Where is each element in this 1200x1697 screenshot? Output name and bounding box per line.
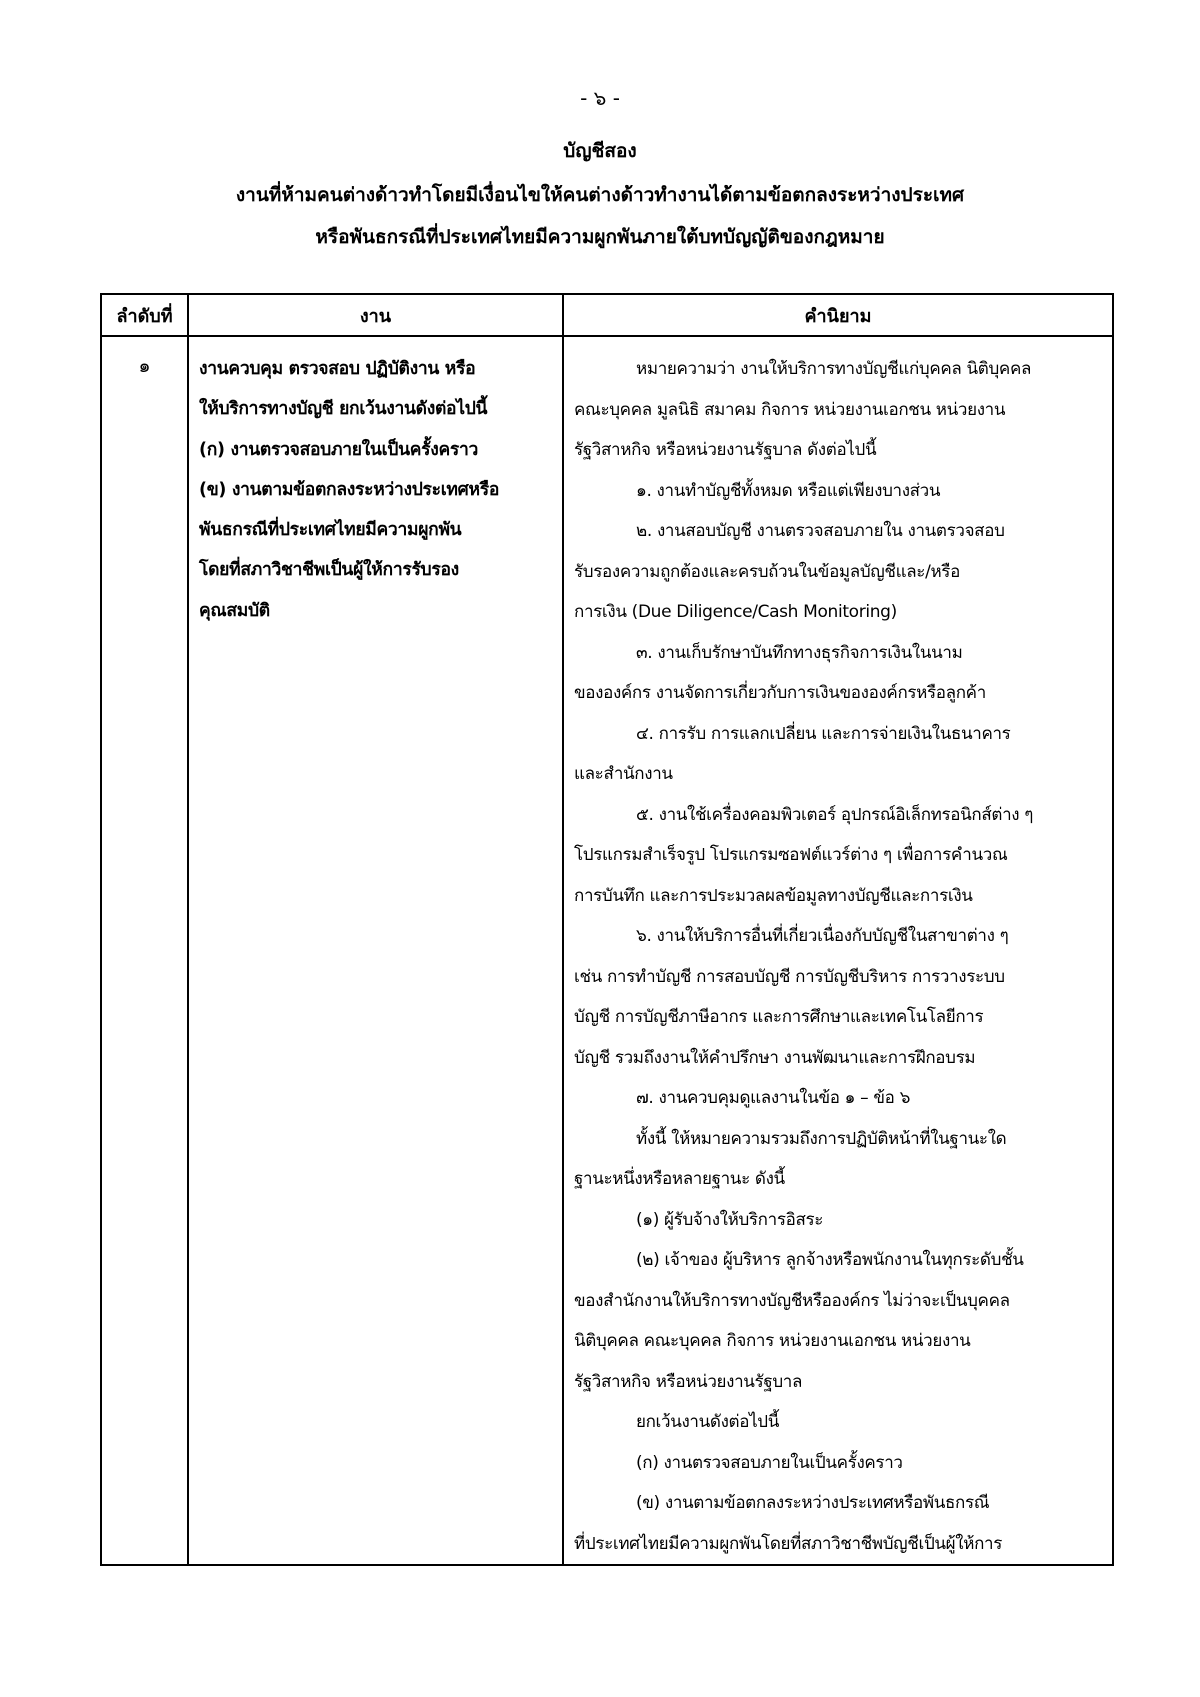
definition-line: ๖. งานให้บริการอื่นที่เกี่ยวเนื่องกับบัญชีในสาขาต่าง ๆ	[636, 926, 1009, 946]
definition-line: รับรองความถูกต้องและครบถ้วนในข้อมูลบัญชีและ/หรือ	[574, 561, 960, 582]
job-line: (ก) งานตรวจสอบภายในเป็นครั้งคราว	[199, 439, 479, 460]
header-index: ลำดับที่	[101, 294, 188, 336]
document-title: บัญชีสอง	[563, 140, 637, 162]
definition-line: ขององค์กร งานจัดการเกี่ยวกับการเงินขององค์กรหรือลูกค้า	[574, 683, 986, 703]
header-definition: คำนิยาม	[563, 294, 1113, 336]
definition-line: คณะบุคคล มูลนิธิ สมาคม กิจการ หน่วยงานเอกชน หน่วยงาน	[574, 399, 1006, 420]
definition-line: นิติบุคคล คณะบุคคล กิจการ หน่วยงานเอกชน หน่วยงาน	[574, 1331, 971, 1351]
definition-line: รัฐวิสาหกิจ หรือหน่วยงานรัฐบาล	[574, 1371, 803, 1392]
definition-line: ๕. งานใช้เครื่องคอมพิวเตอร์ อุปกรณ์อิเล็กทรอนิกส์ต่าง ๆ	[636, 804, 1034, 825]
definition-line: และสำนักงาน	[574, 764, 673, 784]
definition-line: ของสำนักงานให้บริการทางบัญชีหรือองค์กร ไม่ว่าจะเป็นบุคคล	[574, 1290, 1010, 1311]
definition-cell	[563, 336, 1113, 1565]
definitions-table	[100, 293, 1114, 1566]
definition-line: ที่ประเทศไทยมีความผูกพันโดยที่สภาวิชาชีพบัญชีเป็นผู้ให้การ	[574, 1533, 1003, 1554]
header-job: งาน	[188, 294, 563, 336]
definition-line: ๔. การรับ การแลกเปลี่ยน และการจ่ายเงินในธนาคาร	[636, 723, 1011, 744]
definition-line: เช่น การทำบัญชี การสอบบัญชี การบัญชีบริหาร การวางระบบ	[574, 966, 1005, 987]
table-row	[101, 336, 1113, 1565]
definition-line: โปรแกรมสำเร็จรูป โปรแกรมซอฟต์แวร์ต่าง ๆ เพื่อการคำนวณ	[574, 845, 1008, 865]
job-line: ให้บริการทางบัญชี ยกเว้นงานดังต่อไปนี้	[199, 399, 488, 420]
document-subtitle-line-2: หรือพันธกรณีที่ประเทศไทยมีความผูกพันภายใต้บทบัญญัติของกฎหมาย	[315, 226, 885, 248]
job-line: คุณสมบัติ	[199, 600, 270, 621]
definition-line: (ข) งานตามข้อตกลงระหว่างประเทศหรือพันธกรณี	[636, 1493, 990, 1513]
definition-line: (ก) งานตรวจสอบภายในเป็นครั้งคราว	[636, 1452, 903, 1473]
definition-line: ฐานะหนึ่งหรือหลายฐานะ ดังนี้	[574, 1169, 785, 1189]
row-index: ๑	[101, 336, 188, 1565]
definition-line: การบันทึก และการประมวลผลข้อมูลทางบัญชีและการเงิน	[574, 885, 973, 906]
definition-line: หมายความว่า งานให้บริการทางบัญชีแก่บุคคล นิติบุคคล	[636, 359, 1032, 379]
page-number: - ๖ -	[580, 86, 620, 110]
document-subtitle-line-1: งานที่ห้ามคนต่างด้าวทำโดยมีเงื่อนไขให้คนต่างด้าวทำงานได้ตามข้อตกลงระหว่างประเทศ	[235, 184, 965, 206]
job-line: โดยที่สภาวิชาชีพเป็นผู้ให้การรับรอง	[199, 560, 459, 581]
definition-line: ๒. งานสอบบัญชี งานตรวจสอบภายใน งานตรวจสอบ	[636, 521, 1005, 541]
job-cell	[188, 336, 563, 1565]
definition-line: รัฐวิสาหกิจ หรือหน่วยงานรัฐบาล ดังต่อไปนี้	[574, 440, 877, 460]
definition-line: บัญชี รวมถึงงานให้คำปรึกษา งานพัฒนาและการฝึกอบรม	[574, 1047, 976, 1068]
job-line: (ข) งานตามข้อตกลงระหว่างประเทศหรือ	[199, 479, 500, 500]
definition-line: บัญชี การบัญชีภาษีอากร และการศึกษาและเทคโนโลยีการ	[574, 1007, 984, 1027]
job-line: พันธกรณีที่ประเทศไทยมีความผูกพัน	[199, 520, 462, 541]
definition-line: ทั้งนี้ ให้หมายความรวมถึงการปฏิบัติหน้าที่ในฐานะใด	[636, 1128, 1007, 1149]
definition-line: (๒) เจ้าของ ผู้บริหาร ลูกจ้างหรือพนักงานในทุกระดับชั้น	[636, 1250, 1024, 1270]
definition-line: (๑) ผู้รับจ้างให้บริการอิสระ	[636, 1209, 824, 1230]
definition-line: ๗. งานควบคุมดูแลงานในข้อ ๑ – ข้อ ๖	[636, 1088, 911, 1108]
definition-line: ๓. งานเก็บรักษาบันทึกทางธุรกิจการเงินในนาม	[636, 642, 963, 663]
definition-line: การเงิน (Due Diligence/Cash Monitoring)	[574, 602, 897, 622]
definition-line: ยกเว้นงานดังต่อไปนี้	[636, 1412, 780, 1432]
definition-line: ๑. งานทำบัญชีทั้งหมด หรือแต่เพียงบางส่วน	[636, 480, 941, 501]
job-line: งานควบคุม ตรวจสอบ ปฏิบัติงาน หรือ	[199, 359, 476, 379]
table-header-row	[101, 294, 1113, 336]
